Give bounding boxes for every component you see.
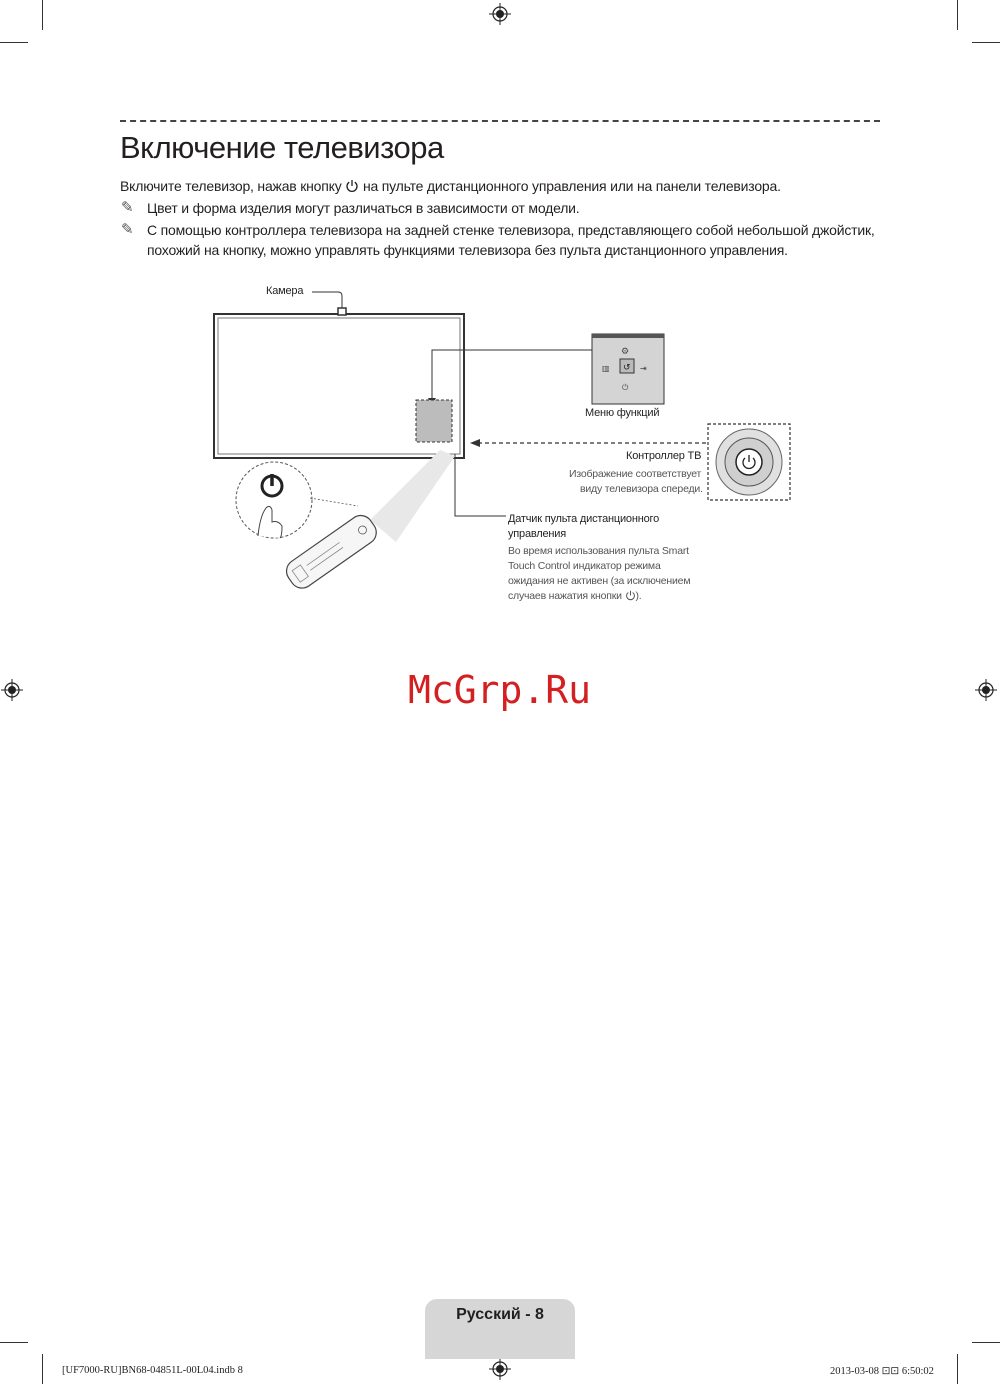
tv-diagram — [200, 280, 800, 600]
registration-mark-icon — [489, 3, 511, 25]
sensor-leader — [455, 454, 506, 516]
crop-mark — [972, 42, 1000, 43]
registration-mark-icon — [1, 679, 23, 701]
camera-leader — [312, 292, 342, 308]
sensor-desc-line4-start: случаев нажатия кнопки — [508, 590, 622, 602]
pencil-note-icon: ✎ — [121, 199, 134, 216]
sensor-label-line2: управления — [508, 528, 566, 540]
crop-mark — [957, 1354, 958, 1384]
power-icon — [345, 179, 359, 193]
camera-label: Камера — [266, 285, 304, 297]
camera-icon — [338, 308, 346, 315]
sensor-label-line1: Датчик пульта дистанционного — [508, 513, 659, 525]
menu-leader — [432, 350, 592, 407]
registration-mark-icon — [975, 679, 997, 701]
svg-text:↺: ↺ — [623, 363, 631, 373]
controller-desc-line2: виду телевизора спереди. — [580, 483, 703, 495]
svg-text:⚙: ⚙ — [621, 347, 630, 357]
crop-mark — [0, 1342, 28, 1343]
footer-date: 2013-03-08 ⊡⊡ 6:50:02 — [830, 1366, 934, 1377]
intro-paragraph — [120, 176, 781, 196]
crop-mark — [42, 0, 43, 30]
sensor-desc-line4 — [508, 589, 642, 604]
power-icon — [625, 590, 636, 601]
section-divider — [120, 120, 880, 122]
note-controller-line2: похожий на кнопку, можно управлять функциями телевизора без пульта дистанционного управления. — [147, 242, 788, 258]
intro-text-start: Включите телевизор, нажав кнопку — [120, 178, 342, 194]
page-number: Русский - 8 — [456, 1306, 544, 1323]
pencil-note-icon: ✎ — [121, 221, 134, 238]
registration-mark-icon — [489, 1358, 511, 1380]
section-title: Включение телевизора — [120, 130, 444, 165]
controller-desc-line1: Изображение соответствует — [569, 468, 702, 480]
svg-text:▥: ▥ — [602, 364, 610, 373]
sensor-desc-line2: Touch Control индикатор режима — [508, 560, 661, 572]
svg-text:⏻: ⏻ — [622, 383, 629, 392]
controller-zone — [416, 400, 452, 442]
watermark: McGrp.Ru — [408, 668, 592, 712]
sensor-desc-line1: Во время использования пульта Smart — [508, 545, 689, 557]
note-model-variation: Цвет и форма изделия могут различаться в зависимости от модели. — [147, 200, 580, 216]
note-controller-line1: С помощью контроллера телевизора на задней стенке телевизора, представляющего собой небольшой джойстик, — [147, 222, 875, 238]
crop-mark — [957, 0, 958, 30]
sensor-desc-line3: ожидания не активен (за исключением — [508, 575, 691, 587]
controller-label: Контроллер ТВ — [626, 450, 702, 462]
sensor-desc-line4-end: ). — [635, 590, 642, 602]
menu-label: Меню функций — [585, 407, 660, 419]
footer-file: [UF7000-RU]BN68-04851L-00L04.indb 8 — [62, 1365, 243, 1376]
remote-beam — [370, 450, 455, 542]
crop-mark — [972, 1342, 1000, 1343]
svg-text:⇥: ⇥ — [640, 364, 647, 373]
intro-text-end: на пульте дистанционного управления или на панели телевизора. — [362, 178, 781, 194]
crop-mark — [0, 42, 28, 43]
crop-mark — [42, 1354, 43, 1384]
